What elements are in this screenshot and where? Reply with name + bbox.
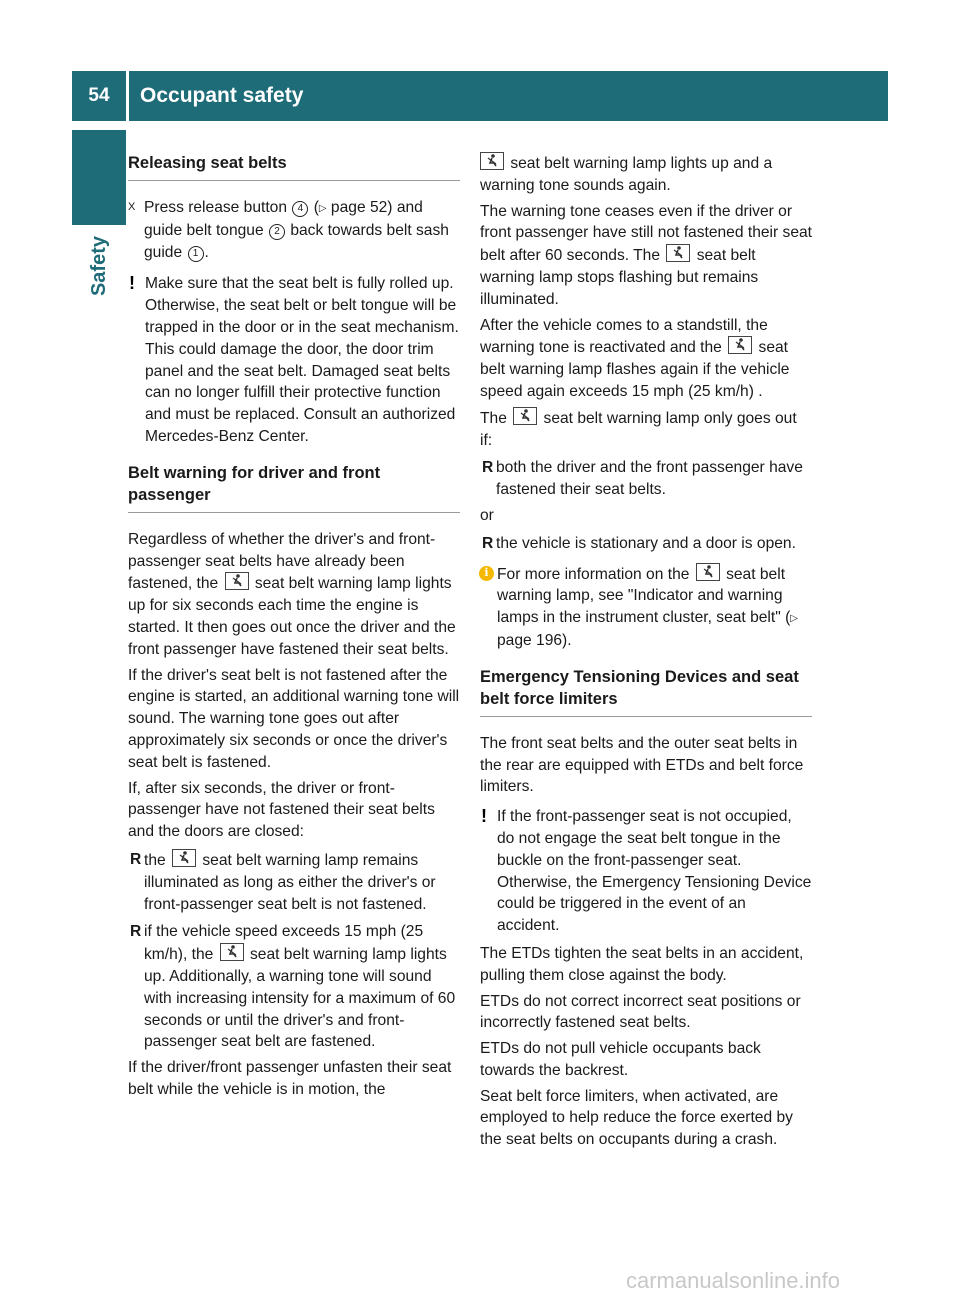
warning-icon: ! xyxy=(129,273,135,294)
list-text: the xyxy=(144,851,171,869)
paragraph-text: The warning tone ceases even if the driver or front passenger have still not fastened their seat belt after 60 seconds. The xyxy=(480,202,812,265)
list-item xyxy=(128,849,460,915)
warning-text: If the front-passenger seat is not occupied, do not engage the seat belt tongue in the buckle on the front-passenger seat. Otherwise, the Emergency Tensioning Device could be triggered in the event of an accident. xyxy=(497,808,812,935)
watermark: carmanualsonline.info xyxy=(626,1268,841,1293)
bullet-icon: R xyxy=(482,459,494,477)
paragraph-text: seat belt warning lamp stops flashing but remains illuminated. xyxy=(480,247,759,308)
info-note xyxy=(480,563,812,652)
list-text: seat belt warning lamp lights up. Additionally, a warning tone will sound with increasing intensity for a maximum of 60 seconds or until the driver's and front-passenger seat belt are fastened. xyxy=(144,946,456,1051)
section-tab-marker xyxy=(72,130,126,225)
warning-icon: ! xyxy=(481,806,487,827)
heading-releasing-seat-belts: Releasing seat belts xyxy=(128,152,460,181)
paragraph-text: Regardless of whether the driver's and front-passenger seat belts have already been fastened, the xyxy=(128,530,436,593)
step-arrow-icon: X xyxy=(128,201,136,213)
page-ref-icon: ▷ xyxy=(318,203,327,214)
paragraph: ETDs do not correct incorrect seat positions or incorrectly fastened seat belts. xyxy=(480,992,801,1032)
warning-text: Make sure that the seat belt is fully rolled up. Otherwise, the seat belt or belt tongue will be trapped in the door or in the seat mechanism. This could damage the door, the door trim panel and the seat belt. Damaged seat belts can no longer fulfill their protective function and must be replaced. Consult an authorized Mercedes-Benz Center. xyxy=(145,275,459,445)
list-text: the vehicle is stationary and a door is open. xyxy=(496,534,796,552)
bullet-icon: R xyxy=(130,850,142,868)
list-text: seat belt warning lamp remains illuminated as long as either the driver's or front-passenger seat belt is not fastened. xyxy=(144,851,436,913)
left-column xyxy=(128,152,460,1105)
seat-belt-warning-icon xyxy=(696,563,720,581)
seat-belt-warning-icon xyxy=(225,572,249,590)
paragraph: or xyxy=(480,506,494,524)
step-text: page 52) and guide belt tongue xyxy=(144,199,423,239)
info-text: seat belt warning lamp, see "Indicator and warning lamps in the instrument cluster, seat belt" ( xyxy=(497,565,791,627)
callout-number: 1 xyxy=(188,246,204,262)
step-text: Press release button xyxy=(144,199,292,216)
paragraph-text: seat belt warning lamp lights up and a warning tone sounds again. xyxy=(480,155,773,194)
paragraph xyxy=(128,529,460,661)
callout-number: 2 xyxy=(269,224,285,240)
paragraph: Seat belt force limiters, when activated, are employed to help reduce the force exerted by the seat belts on occupants during a crash. xyxy=(480,1087,793,1149)
seat-belt-warning-icon xyxy=(513,407,537,425)
paragraph: ETDs do not pull vehicle occupants back towards the backrest. xyxy=(480,1040,761,1079)
step-text: back towards belt sash guide xyxy=(144,221,449,261)
paragraph xyxy=(480,407,812,452)
paragraph xyxy=(480,152,812,197)
paragraph-text: seat belt warning lamp lights up for six seconds each time the engine is started. It then goes out once the driver and the front passenger have fastened their seat belts. xyxy=(128,575,456,658)
heading-etd: Emergency Tensioning Devices and seat belt force limiters xyxy=(480,666,812,717)
callout-number: 4 xyxy=(292,201,308,217)
seat-belt-warning-icon xyxy=(666,244,690,262)
instruction-step xyxy=(128,197,460,263)
step-text: ( xyxy=(309,199,319,216)
info-text: For more information on the xyxy=(497,565,694,583)
paragraph-text: seat belt warning lamp only goes out if: xyxy=(480,409,797,449)
paragraph: If the driver's seat belt is not fastened after the engine is started, an additional warning tone will sound. The warning tone goes out after approximately six seconds or once the driver's seat belt is fastened. xyxy=(128,666,460,771)
warning-note xyxy=(480,806,812,937)
list-item xyxy=(480,457,812,501)
bullet-icon: R xyxy=(482,534,494,552)
seat-belt-warning-icon xyxy=(480,152,504,170)
heading-belt-warning: Belt warning for driver and front passenger xyxy=(128,462,460,513)
paragraph-text: The xyxy=(480,409,512,427)
page-ref-icon: ▷ xyxy=(790,613,798,625)
warning-note xyxy=(128,273,460,447)
seat-belt-warning-icon xyxy=(728,336,752,354)
paragraph xyxy=(480,315,812,403)
info-text: page 196). xyxy=(497,631,572,649)
page-title: Occupant safety xyxy=(140,84,304,107)
paragraph xyxy=(480,201,812,311)
section-tab-text: Safety xyxy=(87,236,110,297)
step-text: . xyxy=(204,243,209,261)
seat-belt-warning-icon xyxy=(172,849,196,867)
paragraph: If the driver/front passenger unfasten their seat belt while the vehicle is in motion, the xyxy=(128,1059,452,1098)
list-item xyxy=(480,533,812,555)
paragraph-text: After the vehicle comes to a standstill, the warning tone is reactivated and the xyxy=(480,316,768,357)
list-text: both the driver and the front passenger have fastened their seat belts. xyxy=(496,459,803,499)
paragraph: If, after six seconds, the driver or front-passenger have not fastened their seat belts and the doors are closed: xyxy=(128,779,435,841)
list-text: if the vehicle speed exceeds 15 mph (25 km/h), the xyxy=(144,923,424,964)
info-icon: i xyxy=(479,566,494,581)
section-tab-label xyxy=(78,236,120,336)
paragraph: The ETDs tighten the seat belts in an accident, pulling them close against the body. xyxy=(480,944,804,984)
header-divider xyxy=(126,71,129,121)
page-number: 54 xyxy=(88,85,110,106)
paragraph: The front seat belts and the outer seat belts in the rear are equipped with ETDs and belt force limiters. xyxy=(480,734,804,796)
paragraph-text: seat belt warning lamp flashes again if the vehicle speed again exceeds 15 mph (25 km/h) . xyxy=(480,339,790,400)
bullet-icon: R xyxy=(130,923,142,941)
right-column xyxy=(480,152,812,1155)
seat-belt-warning-icon xyxy=(220,943,244,961)
list-item xyxy=(128,921,460,1053)
